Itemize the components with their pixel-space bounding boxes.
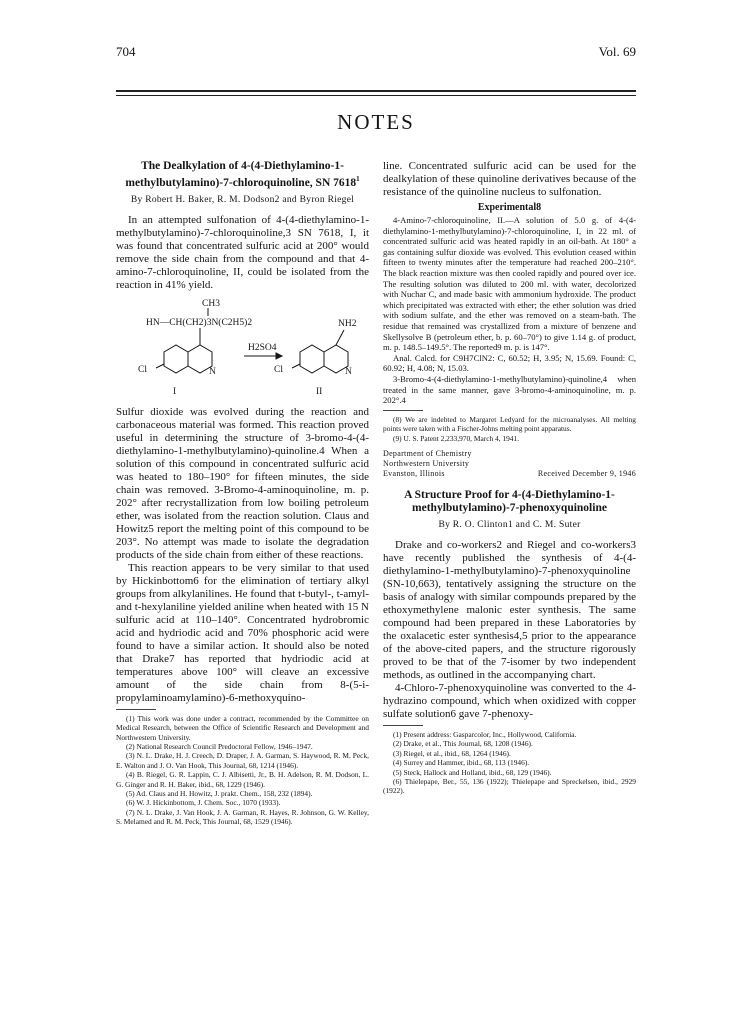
reaction-scheme xyxy=(116,294,369,404)
footnote: (5) Steck, Hallock and Holland, ibid., 68, 129 (1946). xyxy=(393,767,552,777)
article1-continuation: line. Concentrated sulfuric acid can be used for the dealkylation of these quinoline derivatives because of the resistance of the quinoline nucleus to sulfonation. xyxy=(383,160,636,198)
page-number: 704 xyxy=(116,44,136,59)
experimental-para2: Anal. Calcd. for C9H7ClN2: C, 60.52; H, 3.95; N, 15.69. Found: C, 60.92; H, 4.08; N, 15.03. xyxy=(383,352,636,374)
volume-label: Vol. 69 xyxy=(598,44,636,59)
affiliation-block xyxy=(383,449,636,479)
footnote: (2) Drake, et al., This Journal, 68, 1208 (1946). xyxy=(393,739,533,749)
footnote: (3) N. L. Drake, H. J. Creech, D. Draper, J. A. Garman, S. Haywood, R. M. Peck, E. Walton and J. O. Van Hook, This Journal, 68, 1214 (1946). xyxy=(116,751,369,770)
article1-byline: By Robert H. Baker, R. M. Dodson2 and Byron Riegel xyxy=(130,194,355,205)
nh2-label: NH2 xyxy=(338,318,357,329)
footnote: (2) National Research Council Predoctoral Fellow, 1946–1947. xyxy=(126,742,313,752)
article2-title: A Structure Proof for 4-(4-Diethylamino-1-methylbutylamino)-7-phenoxyquinoline xyxy=(404,488,615,514)
university: Northwestern University xyxy=(383,458,470,468)
footnote-rule xyxy=(116,709,156,710)
footnote: (5) Ad. Claus and H. Howitz, J. prakt. Chem., 158, 232 (1894). xyxy=(126,789,313,799)
article2-byline: By R. O. Clinton1 and C. M. Suter xyxy=(438,519,581,530)
ch3-label: CH3 xyxy=(202,298,220,309)
header-rule-thin xyxy=(116,95,636,96)
side-chain-label: HN—CH(CH2)3N(C2H5)2 xyxy=(146,317,253,328)
cl-right-label: Cl xyxy=(274,364,283,375)
quinoline-ii-structure xyxy=(292,330,348,373)
article2-para2: 4-Chloro-7-phenoxyquinoline was converted to the 4-hydrazino compound, which when oxidized with copper sulfate solution6 gave 7-phenoxy- xyxy=(383,681,636,720)
footnote: (6) Thielepape, Ber., 55, 136 (1922); Thielepape and Spreckelsen, ibid., 2929 (1922). xyxy=(383,776,636,796)
article1-para2: Sulfur dioxide was evolved during the reaction and carbonaceous material was formed. This reaction proved useful in determining the structure of 3-bromo-4-(4-diethylamino-1-methylbutylamino)-quinoline.4 When a solution of this compound in concentrated sulfuric acid was heated to 180–190° for fifteen minutes, the side chain was removed. 3-Bromo-4-aminoquinoline, m. p. 202° after recrystallization from low boiling petroleum ether, was isolated from the reaction solution. Claus and Howitz5 report the melting point of this compound to be 203°. No attempt was made to isolate the degradation products of the side chain from either of these reactions. xyxy=(116,405,369,561)
section-title: NOTES xyxy=(337,110,415,134)
footnote: (4) Surrey and Hammer, ibid., 68, 113 (1946). xyxy=(393,758,530,768)
footnote-rule xyxy=(383,725,423,726)
compound-i-label: I xyxy=(173,386,177,397)
city: Evanston, Illinois xyxy=(383,468,445,478)
footnote: (4) B. Riegel, G. R. Lappin, C. J. Albisetti, Jr., B. H. Adelson, R. M. Dodson, L. G. Ginger and R. H. Baker, ibid., 68, 1229 (1946). xyxy=(116,770,369,789)
experimental-para3: 3-Bromo-4-(4-diethylamino-1-methylbutylamino)-quinoline,4 when treated in the same manner, gave 3-bromo-4-aminoquinoline, m. p. 202°.4 xyxy=(383,373,636,406)
footnote: (6) W. J. Hickinbottom, J. Chem. Soc., 1070 (1933). xyxy=(126,798,281,808)
article2-para1: Drake and co-workers2 and Riegel and co-workers3 have recently published the synthesis of 4-(4-diethylamino-1-methylbutylamino)-7-phenoxyquinoline (SN-10,663), tentatively assigning the structure on the basis of analogy with similar compounds prepared by the ethoxymethylene malonic ester synthesis. The same compound had been prepared in these Laboratories by the oxalacetic ester synthesis4,5 prior to the appearance of the above-cited papers, and the structure rigorously proved to be that of the 7-isomer by two independent methods, as outlined in the accompanying chart. xyxy=(383,538,636,681)
n-left-label: N xyxy=(209,366,216,377)
footnote: (1) Present address: Gasparcolor, Inc., Hollywood, California. xyxy=(393,729,577,739)
department: Department of Chemistry xyxy=(383,448,472,458)
received-date: Received December 9, 1946 xyxy=(537,468,636,478)
reagent-label: H2SO4 xyxy=(248,342,277,353)
article1-para1: In an attempted sulfonation of 4-(4-diethylamino-1-methylbutylamino)-7-chloroquinoline,3 SN 7618, I, it was found that concentrated sulfuric acid at 200° would remove the side chain from the compound and that 4-amino-7-chloroquinoline, II, could be isolated from the reaction in 41% yield. xyxy=(116,213,369,291)
footnote-rule xyxy=(383,410,423,411)
footnote: (1) This work was done under a contract, recommended by the Committee on Medical Research, between the Office of Scientific Research and Development and Northwestern University. xyxy=(116,713,369,742)
right-column xyxy=(383,160,636,796)
footnote: (8) We are indebted to Margaret Ledyard for the microanalyses. All melting points were taken with a Fischer-Johns melting point apparatus. xyxy=(383,414,636,434)
footnote: (9) U. S. Patent 2,233,970, March 4, 1941. xyxy=(393,433,520,443)
footnote: (7) N. L. Drake, J. Van Hook, J. A. Garman, R. Hayes, R. Johnson, G. W. Kelley, S. Melamed and R. M. Peck, This Journal, 68, 1529 (1946). xyxy=(116,807,369,827)
footnote: (3) Riegel, et al., ibid., 68, 1264 (1946). xyxy=(393,748,511,758)
article1-title: The Dealkylation of 4-(4-Diethylamino-1-methylbutylamino)-7-chloroquinoline, SN 7618$^1$ xyxy=(125,160,360,189)
running-header xyxy=(116,44,636,64)
cl-left-label: Cl xyxy=(138,364,147,375)
article1-para3: This reaction appears to be very similar to that used by Hickinbottom6 for the elimination of tertiary alkyl groups from alkylanilines. He found that t-butyl-, t-amyl- and t-hexylaniline yielded aniline when heated with 15 N sulfuric acid at 110–140°. Concentrated hydrobromic acid and hydriodic acid and 70% phosphoric acid were found to have a similar action. It should also be noted that Drake7 has reported that hydriodic acid at temperatures above 100° will cleave an excessive amount of the side chain from 8-(5-i-propylaminoamylamino)-6-methoxyquino- xyxy=(116,561,369,704)
experimental-para1: 4-Amino-7-chloroquinoline, II.—A solution of 5.0 g. of 4-(4-diethylamino-1-methylbutylamino)-7-chloroquinoline, I, in 22 ml. of concentrated sulfuric acid was heated rapidly in an oil-bath. At 180° a gas containing sulfur dioxide was evolved. This evolution ceased within fifteen to twenty minutes after the temperature had reached 200–210°. The black reaction mixture was then cooled rapidly and poured over ice. The resulting solution was diluted to 200 ml. with water, decolorized with Nuchar C, and made basic with ammonium hydroxide. The product which precipitated was extracted with ether; the ether solution was dried with sodium sulfate, and the ether was removed on a steam-bath. The residue that remained was crystallized from a mixture of benzene and Skellysolve B (petroleum ether, b. p. 60–70°) to give 1.14 g. of product, m. p. 148.5–149.5°. The reported9 m. p. is 147°. xyxy=(383,215,636,353)
n-right-label: N xyxy=(345,366,352,377)
header-rule-thick xyxy=(116,90,636,92)
experimental-heading: Experimental8 xyxy=(477,202,542,213)
left-column xyxy=(116,160,369,827)
compound-ii-label: II xyxy=(316,386,323,397)
